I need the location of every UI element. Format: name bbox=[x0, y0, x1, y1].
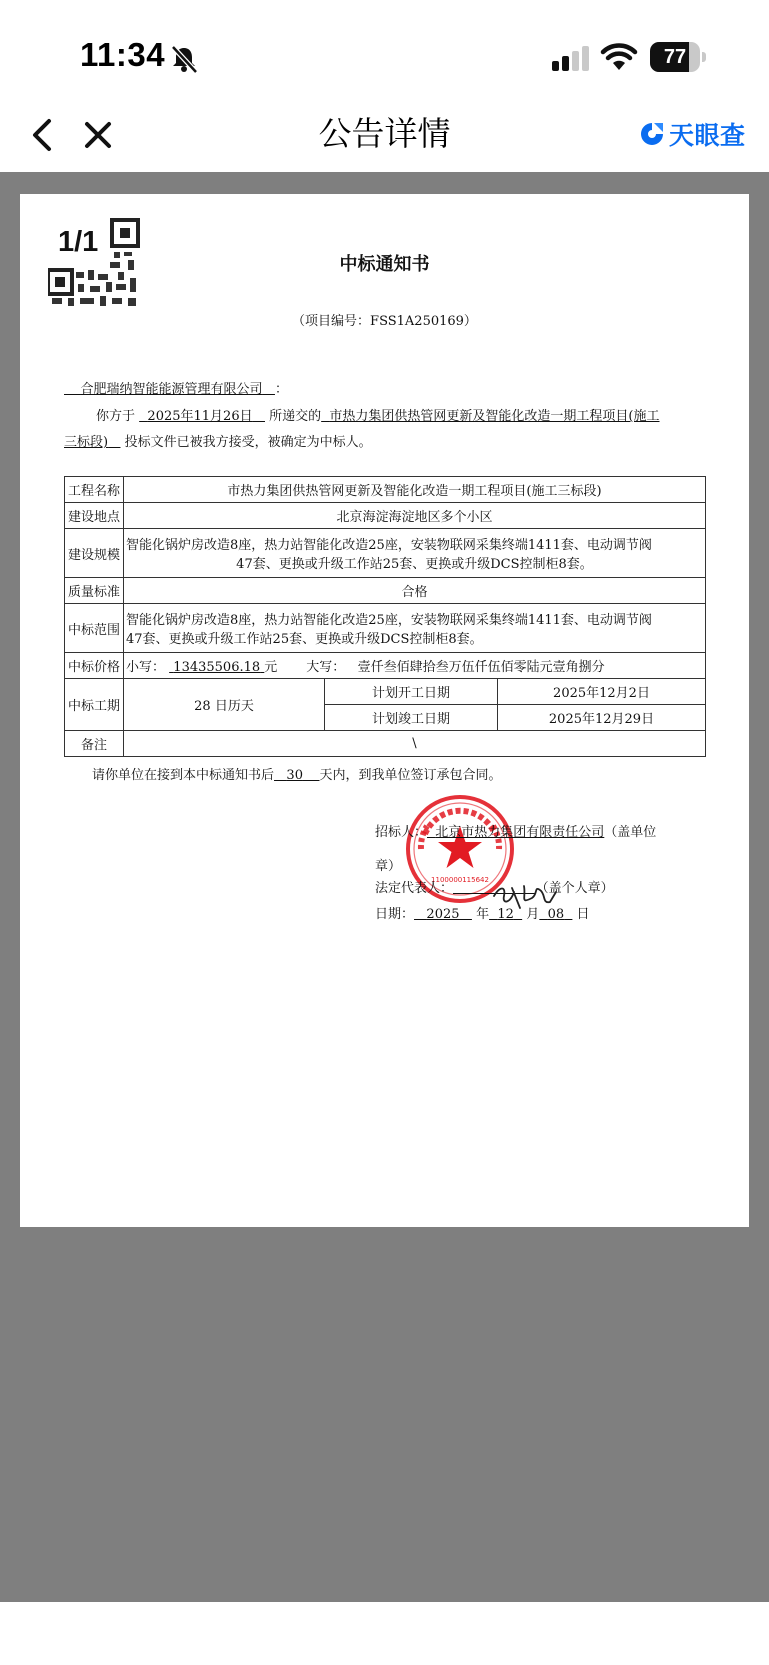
handwritten-signature bbox=[490, 878, 560, 912]
bell-muted-icon bbox=[169, 44, 199, 74]
project-number: （项目编号：FSS1A250169） bbox=[292, 314, 477, 329]
page-counter: 1/1 bbox=[58, 226, 99, 258]
price-small: 13435506.18 bbox=[173, 660, 261, 675]
signature-block bbox=[375, 816, 695, 932]
project-name-value: 市热力集团供热管网更新及智能化改造一期工程项目(施工三标段) bbox=[124, 477, 706, 503]
date-day-unit: 日 bbox=[576, 907, 590, 922]
para-text-2: 所递交的 bbox=[269, 409, 322, 424]
project-name-label: 工程名称 bbox=[65, 477, 124, 503]
remark-value: \ bbox=[124, 731, 706, 757]
legal-rep-suffix: （盖个人章） bbox=[535, 881, 614, 896]
table-row bbox=[65, 653, 706, 679]
location-label: 建设地点 bbox=[65, 503, 124, 529]
battery-percent: 77 bbox=[663, 46, 687, 68]
award-info-table bbox=[64, 476, 706, 757]
tianyancha-logo-icon bbox=[639, 121, 665, 147]
table-row bbox=[65, 503, 706, 529]
scope-label: 中标范围 bbox=[65, 604, 124, 653]
document-viewer[interactable] bbox=[0, 172, 769, 1602]
table-row bbox=[65, 679, 706, 705]
scale-line-2: 47套、更换或升级工作站25套、更换或升级DCS控制柜8套。 bbox=[236, 557, 593, 572]
date-year-unit: 年 bbox=[476, 907, 490, 922]
battery-indicator bbox=[650, 42, 708, 72]
addressee bbox=[64, 378, 288, 397]
period-label: 中标工期 bbox=[65, 679, 124, 731]
price-label: 中标价格 bbox=[65, 653, 124, 679]
date-day: 08 bbox=[547, 907, 565, 922]
date-label: 日期： bbox=[375, 907, 415, 922]
price-unit: 元 bbox=[264, 660, 278, 675]
para-date: 2025年11月26日 bbox=[147, 409, 253, 424]
quality-label: 质量标准 bbox=[65, 578, 124, 604]
date-month-unit: 月 bbox=[526, 907, 540, 922]
table-row bbox=[65, 578, 706, 604]
scale-label: 建设规模 bbox=[65, 529, 124, 578]
price-small-label: 小写： bbox=[126, 660, 166, 675]
scale-line-1: 智能化锅炉房改造8座，热力站智能化改造25座，安装物联网采集终端1411套、电动调节阀 bbox=[126, 538, 652, 553]
nav-bar bbox=[0, 100, 769, 172]
start-date-label: 计划开工日期 bbox=[325, 679, 498, 705]
page-title: 公告详情 bbox=[318, 114, 451, 153]
status-time: 11:34 bbox=[80, 36, 166, 73]
document-page bbox=[20, 194, 749, 1227]
para-text-1: 你方于 bbox=[96, 409, 136, 424]
status-bar bbox=[0, 0, 769, 100]
issuer-suffix-line: 章） bbox=[375, 859, 402, 874]
table-row bbox=[65, 477, 706, 503]
brand-logo[interactable] bbox=[639, 114, 746, 154]
para-project: 市热力集团供热管网更新及智能化改造一期工程项目(施工三标段) bbox=[64, 409, 660, 450]
start-date-value: 2025年12月2日 bbox=[498, 679, 706, 705]
notice-text-1: 请你单位在接到本中标通知书后 bbox=[92, 768, 275, 783]
table-row bbox=[65, 604, 706, 653]
table-row bbox=[65, 731, 706, 757]
legal-rep-label: 法定代表人： bbox=[375, 881, 454, 896]
scope-line-2: 47套、更换或升级工作站25套、更换或升级DCS控制柜8套。 bbox=[126, 632, 483, 647]
price-value bbox=[124, 653, 706, 679]
notice-days: 30 bbox=[286, 768, 303, 783]
end-date-value: 2025年12月29日 bbox=[498, 705, 706, 731]
contract-notice bbox=[92, 764, 502, 783]
end-date-label: 计划竣工日期 bbox=[325, 705, 498, 731]
brand-name: 天眼查 bbox=[669, 121, 746, 150]
price-big: 壹仟叁佰肆拾叁万伍仟伍佰零陆元壹角捌分 bbox=[357, 660, 605, 675]
notice-text-2: 天内，到我单位签订承包合同。 bbox=[319, 768, 502, 783]
table-row bbox=[65, 529, 706, 578]
issuer-name: 北京市热力集团有限责任公司 bbox=[435, 825, 605, 840]
document-title: 中标通知书 bbox=[339, 254, 430, 275]
date-year: 2025 bbox=[426, 907, 460, 922]
remark-label: 备注 bbox=[65, 731, 124, 757]
period-value: 28 日历天 bbox=[124, 679, 325, 731]
award-paragraph bbox=[64, 404, 664, 456]
cellular-signal-icon bbox=[551, 46, 591, 72]
scope-value bbox=[124, 604, 706, 653]
scope-line-1: 智能化锅炉房改造8座，热力站智能化改造25座，安装物联网采集终端1411套、电动调节阀 bbox=[126, 613, 652, 628]
date-month: 12 bbox=[497, 907, 514, 922]
para-text-3: 投标文件已被我方接受，被确定为中标人。 bbox=[124, 435, 372, 450]
issuer-line bbox=[375, 816, 695, 850]
addressee-name: 合肥瑞纳智能能源管理有限公司 bbox=[80, 382, 263, 397]
issuer-label: 招标人： bbox=[375, 825, 428, 840]
issuer-suffix: （盖单位 bbox=[604, 825, 657, 840]
location-value: 北京海淀海淀地区多个小区 bbox=[124, 503, 706, 529]
seal-number: 1100000115642 bbox=[431, 876, 489, 884]
price-big-label: 大写： bbox=[306, 660, 346, 675]
scale-value bbox=[124, 529, 706, 578]
quality-value: 合格 bbox=[124, 578, 706, 604]
addressee-suffix: ： bbox=[274, 382, 288, 397]
wifi-icon bbox=[600, 42, 638, 72]
